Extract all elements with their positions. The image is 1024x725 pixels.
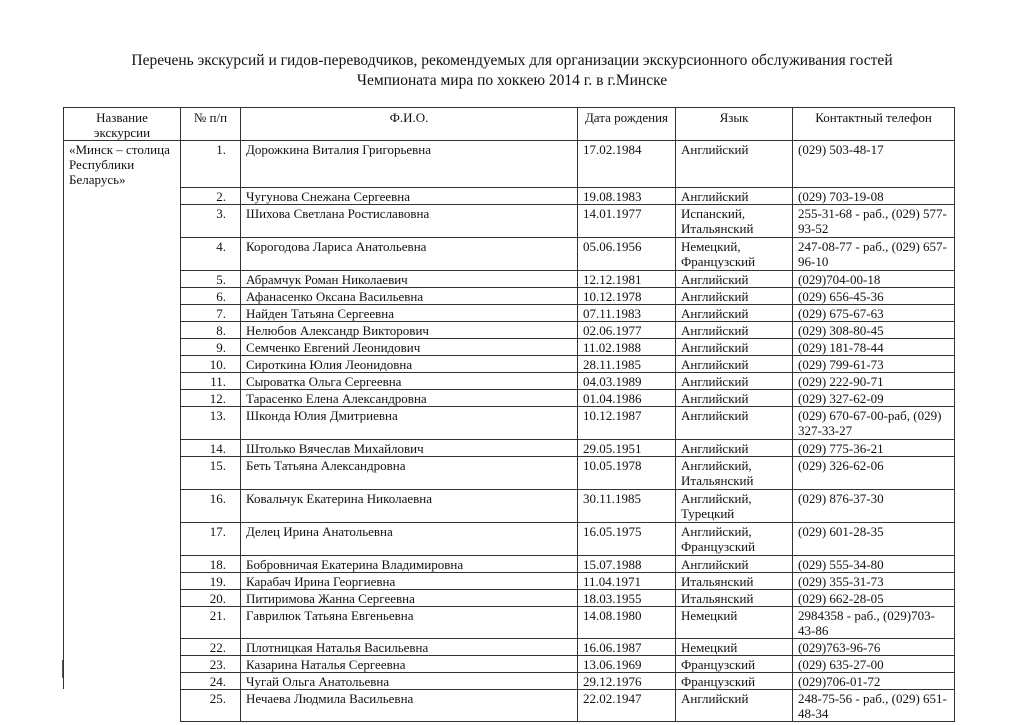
cell-phone: 2984358 - раб., (029)703-43-86	[793, 606, 955, 638]
cell-name: Ковальчук Екатерина Николаевна	[241, 489, 578, 522]
cell-name: Беть Татьяна Александровна	[241, 456, 578, 489]
cell-num: 15.	[181, 456, 241, 489]
cell-excursion	[64, 287, 181, 304]
document-title-line-2: Чемпионата мира по хоккею 2014 г. в г.Минске	[356, 72, 668, 89]
cell-name: Шконда Юлия Дмитриевна	[241, 406, 578, 439]
cell-excursion	[64, 555, 181, 572]
header-name: Ф.И.О.	[241, 108, 578, 141]
cell-num: 8.	[181, 321, 241, 338]
cell-excursion	[64, 655, 181, 672]
cell-phone: (029) 799-61-73	[793, 355, 955, 372]
cell-num: 20.	[181, 589, 241, 606]
table-header-row	[64, 108, 955, 141]
cell-num: 2.	[181, 187, 241, 204]
cell-num: 19.	[181, 572, 241, 589]
cell-name: Чугунова Снежана Сергеевна	[241, 187, 578, 204]
cell-lang: Испанский, Итальянский	[676, 204, 793, 237]
cell-excursion	[64, 338, 181, 355]
table-row	[64, 372, 955, 389]
header-num: № п/п	[181, 108, 241, 141]
header-phone: Контактный телефон	[793, 108, 955, 141]
cell-phone: (029) 775-36-21	[793, 439, 955, 456]
cell-num: 10.	[181, 355, 241, 372]
cell-num: 23.	[181, 655, 241, 672]
cell-num: 3.	[181, 204, 241, 237]
cell-lang: Итальянский	[676, 589, 793, 606]
table-row	[64, 355, 955, 372]
cell-dob: 10.12.1987	[578, 406, 676, 439]
cell-phone: 248-75-56 - раб., (029) 651-48-34	[793, 689, 955, 721]
cell-lang: Английский	[676, 338, 793, 355]
cell-excursion	[64, 572, 181, 589]
cell-excursion	[64, 689, 181, 721]
cell-dob: 19.08.1983	[578, 187, 676, 204]
table-row	[64, 489, 955, 522]
cell-phone: (029) 503-48-17	[793, 141, 955, 188]
table-row	[64, 270, 955, 287]
cell-num: 18.	[181, 555, 241, 572]
cell-phone: (029)704-00-18	[793, 270, 955, 287]
cell-lang: Английский	[676, 372, 793, 389]
cell-excursion	[64, 522, 181, 555]
cell-name: Карабач Ирина Георгиевна	[241, 572, 578, 589]
cell-lang: Немецкий, Французский	[676, 237, 793, 270]
cell-num: 21.	[181, 606, 241, 638]
cell-lang: Немецкий	[676, 606, 793, 638]
guides-table	[63, 107, 955, 722]
header-dob: Дата рождения	[578, 108, 676, 141]
cell-excursion	[64, 439, 181, 456]
cell-name: Семченко Евгений Леонидович	[241, 338, 578, 355]
cell-phone: (029) 670-67-00-раб, (029) 327-33-27	[793, 406, 955, 439]
cell-lang: Английский, Французский	[676, 522, 793, 555]
cell-phone: (029) 308-80-45	[793, 321, 955, 338]
cell-lang: Английский	[676, 270, 793, 287]
cell-dob: 14.08.1980	[578, 606, 676, 638]
table-row	[64, 606, 955, 638]
document-title-line-1: Перечень экскурсий и гидов-переводчиков, рекомендуемых для организации экскурсионного обслуживания гостей	[131, 52, 893, 69]
cell-num: 1.	[181, 141, 241, 188]
cell-dob: 16.06.1987	[578, 638, 676, 655]
cell-name: Тарасенко Елена Александровна	[241, 389, 578, 406]
cell-excursion	[64, 321, 181, 338]
document-title	[40, 51, 984, 91]
cell-num: 4.	[181, 237, 241, 270]
cell-dob: 29.05.1951	[578, 439, 676, 456]
cell-excursion	[64, 304, 181, 321]
cell-lang: Английский	[676, 689, 793, 721]
cell-excursion	[64, 672, 181, 689]
cell-num: 9.	[181, 338, 241, 355]
cell-num: 22.	[181, 638, 241, 655]
cell-phone: (029) 656-45-36	[793, 287, 955, 304]
cell-name: Плотницкая Наталья Васильевна	[241, 638, 578, 655]
cell-dob: 05.06.1956	[578, 237, 676, 270]
table-row	[64, 338, 955, 355]
cell-dob: 22.02.1947	[578, 689, 676, 721]
cell-name: Корогодова Лариса Анатольевна	[241, 237, 578, 270]
cell-dob: 02.06.1977	[578, 321, 676, 338]
cell-name: Нелюбов Александр Викторович	[241, 321, 578, 338]
cell-name: Чугай Ольга Анатольевна	[241, 672, 578, 689]
table-row	[64, 522, 955, 555]
cell-num: 6.	[181, 287, 241, 304]
cell-name: Сироткина Юлия Леонидовна	[241, 355, 578, 372]
cell-excursion	[64, 606, 181, 638]
table-row	[64, 456, 955, 489]
cell-dob: 11.04.1971	[578, 572, 676, 589]
table-row	[64, 304, 955, 321]
cell-num: 12.	[181, 389, 241, 406]
cell-phone: (029) 662-28-05	[793, 589, 955, 606]
cell-dob: 04.03.1989	[578, 372, 676, 389]
cell-num: 24.	[181, 672, 241, 689]
cell-lang: Английский	[676, 439, 793, 456]
cell-excursion	[64, 389, 181, 406]
header-lang: Язык	[676, 108, 793, 141]
cell-excursion	[64, 372, 181, 389]
cell-dob: 10.12.1978	[578, 287, 676, 304]
table-row	[64, 672, 955, 689]
table-row	[64, 389, 955, 406]
cell-name: Абрамчук Роман Николаевич	[241, 270, 578, 287]
cell-excursion	[64, 187, 181, 204]
cell-num: 5.	[181, 270, 241, 287]
cell-excursion	[64, 204, 181, 237]
cell-name: Шихова Светлана Ростиславовна	[241, 204, 578, 237]
cell-phone: (029) 601-28-35	[793, 522, 955, 555]
cell-phone: (029) 703-19-08	[793, 187, 955, 204]
cell-lang: Французский	[676, 672, 793, 689]
cell-dob: 12.12.1981	[578, 270, 676, 287]
cell-name: Афанасенко Оксана Васильевна	[241, 287, 578, 304]
cell-lang: Английский, Итальянский	[676, 456, 793, 489]
cell-excursion	[64, 456, 181, 489]
table-row	[64, 287, 955, 304]
table-row	[64, 689, 955, 721]
cell-dob: 15.07.1988	[578, 555, 676, 572]
cell-excursion	[64, 355, 181, 372]
cell-lang: Английский	[676, 555, 793, 572]
cell-phone: (029) 675-67-63	[793, 304, 955, 321]
cell-phone: (029) 635-27-00	[793, 655, 955, 672]
cell-phone: 247-08-77 - раб., (029) 657-96-10	[793, 237, 955, 270]
cell-name: Казарина Наталья Сергеевна	[241, 655, 578, 672]
cell-excursion: «Минск – столица Республики Беларусь»	[64, 141, 181, 188]
cell-dob: 13.06.1969	[578, 655, 676, 672]
table-row	[64, 589, 955, 606]
cell-phone: 255-31-68 - раб., (029) 577-93-52	[793, 204, 955, 237]
header-excursion: Название экскурсии	[64, 108, 181, 141]
cell-dob: 29.12.1976	[578, 672, 676, 689]
cell-phone: (029)763-96-76	[793, 638, 955, 655]
cell-excursion	[64, 406, 181, 439]
cell-excursion	[64, 638, 181, 655]
table-row	[64, 572, 955, 589]
cell-phone: (029) 327-62-09	[793, 389, 955, 406]
cell-excursion	[64, 237, 181, 270]
cell-lang: Английский	[676, 355, 793, 372]
table-row	[64, 204, 955, 237]
cell-name: Нечаева Людмила Васильевна	[241, 689, 578, 721]
cell-lang: Английский, Турецкий	[676, 489, 793, 522]
cell-dob: 10.05.1978	[578, 456, 676, 489]
table-row	[64, 655, 955, 672]
table-row	[64, 638, 955, 655]
cell-excursion	[64, 589, 181, 606]
cell-phone: (029) 355-31-73	[793, 572, 955, 589]
table-row	[64, 237, 955, 270]
cell-lang: Немецкий	[676, 638, 793, 655]
table-body	[64, 141, 955, 722]
table-row	[64, 141, 955, 188]
cell-num: 13.	[181, 406, 241, 439]
cell-phone: (029) 222-90-71	[793, 372, 955, 389]
cell-phone: (029) 555-34-80	[793, 555, 955, 572]
cell-lang: Итальянский	[676, 572, 793, 589]
cell-dob: 01.04.1986	[578, 389, 676, 406]
cell-dob: 28.11.1985	[578, 355, 676, 372]
cell-excursion	[64, 489, 181, 522]
cell-name: Штолько Вячеслав Михайлович	[241, 439, 578, 456]
cell-lang: Английский	[676, 321, 793, 338]
cell-num: 16.	[181, 489, 241, 522]
cell-dob: 30.11.1985	[578, 489, 676, 522]
cell-num: 11.	[181, 372, 241, 389]
cell-phone: (029) 326-62-06	[793, 456, 955, 489]
cell-num: 14.	[181, 439, 241, 456]
cell-name: Делец Ирина Анатольевна	[241, 522, 578, 555]
cell-name: Найден Татьяна Сергеевна	[241, 304, 578, 321]
cell-num: 7.	[181, 304, 241, 321]
cell-excursion	[64, 270, 181, 287]
table-row	[64, 406, 955, 439]
table-row	[64, 555, 955, 572]
cell-dob: 16.05.1975	[578, 522, 676, 555]
cell-dob: 07.11.1983	[578, 304, 676, 321]
cell-lang: Английский	[676, 287, 793, 304]
cell-lang: Английский	[676, 406, 793, 439]
cell-lang: Английский	[676, 187, 793, 204]
cell-name: Гаврилюк Татьяна Евгеньевна	[241, 606, 578, 638]
cell-num: 25.	[181, 689, 241, 721]
cell-dob: 17.02.1984	[578, 141, 676, 188]
cell-lang: Английский	[676, 304, 793, 321]
cell-lang: Французский	[676, 655, 793, 672]
cell-phone: (029)706-01-72	[793, 672, 955, 689]
table-row	[64, 439, 955, 456]
cell-name: Бобровничая Екатерина Владимировна	[241, 555, 578, 572]
cell-lang: Английский	[676, 389, 793, 406]
cell-name: Сыроватка Ольга Сергеевна	[241, 372, 578, 389]
table-row	[64, 187, 955, 204]
margin-mark	[62, 660, 63, 678]
cell-name: Питиримова Жанна Сергеевна	[241, 589, 578, 606]
cell-dob: 11.02.1988	[578, 338, 676, 355]
cell-phone: (029) 876-37-30	[793, 489, 955, 522]
cell-num: 17.	[181, 522, 241, 555]
cell-name: Дорожкина Виталия Григорьевна	[241, 141, 578, 188]
cell-phone: (029) 181-78-44	[793, 338, 955, 355]
cell-dob: 14.01.1977	[578, 204, 676, 237]
cell-lang: Английский	[676, 141, 793, 188]
cell-dob: 18.03.1955	[578, 589, 676, 606]
table-row	[64, 321, 955, 338]
